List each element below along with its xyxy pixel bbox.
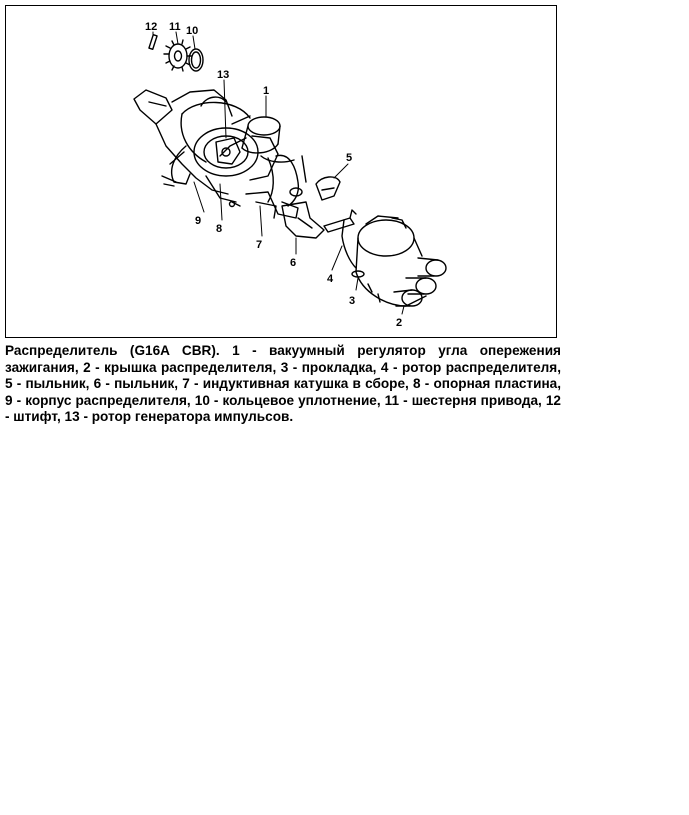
drive-gear-drawing: [164, 40, 191, 71]
callout-10: 10: [186, 25, 199, 37]
callout-2: 2: [396, 317, 403, 329]
callout-12: 12: [145, 21, 158, 33]
callout-1: 1: [263, 85, 270, 97]
callout-8: 8: [216, 223, 223, 235]
callout-5: 5: [346, 152, 353, 164]
figure-frame: [5, 5, 557, 338]
pickup-coil-drawing: [230, 155, 307, 218]
callout-3: 3: [349, 295, 356, 307]
pin-drawing: [149, 35, 157, 50]
rotor-drawing: [324, 210, 356, 268]
callout-7: 7: [256, 239, 263, 251]
distributor-cap-drawing: [356, 216, 446, 306]
callout-11: 11: [169, 21, 181, 33]
distributor-exploded-diagram: [6, 6, 558, 339]
distributor-housing-drawing: [134, 90, 250, 194]
callout-13: 13: [217, 69, 230, 81]
callout-6: 6: [290, 257, 297, 269]
o-ring-drawing: [189, 49, 203, 71]
figure-caption: Распределитель (G16A CBR). 1 - вакуумный регулятор угла опережения зажигания, 2 - крышка распределителя, 3 - прокладка, 4 - ротор распределителя, 5 - пыльник, 6 - пыльник, 7 - индуктивная катушка в сборе, 8 - опорная пластина, 9 - корпус распределителя, 10 - кольцевое уплотнение, 11 - шестерня привода, 12 - штифт, 13 - ротор генератора импульсов.: [5, 343, 561, 425]
dust-cover-6-drawing: [282, 202, 324, 238]
callout-9: 9: [195, 215, 202, 227]
callout-4: 4: [327, 273, 334, 285]
dust-cover-5-drawing: [316, 177, 340, 200]
